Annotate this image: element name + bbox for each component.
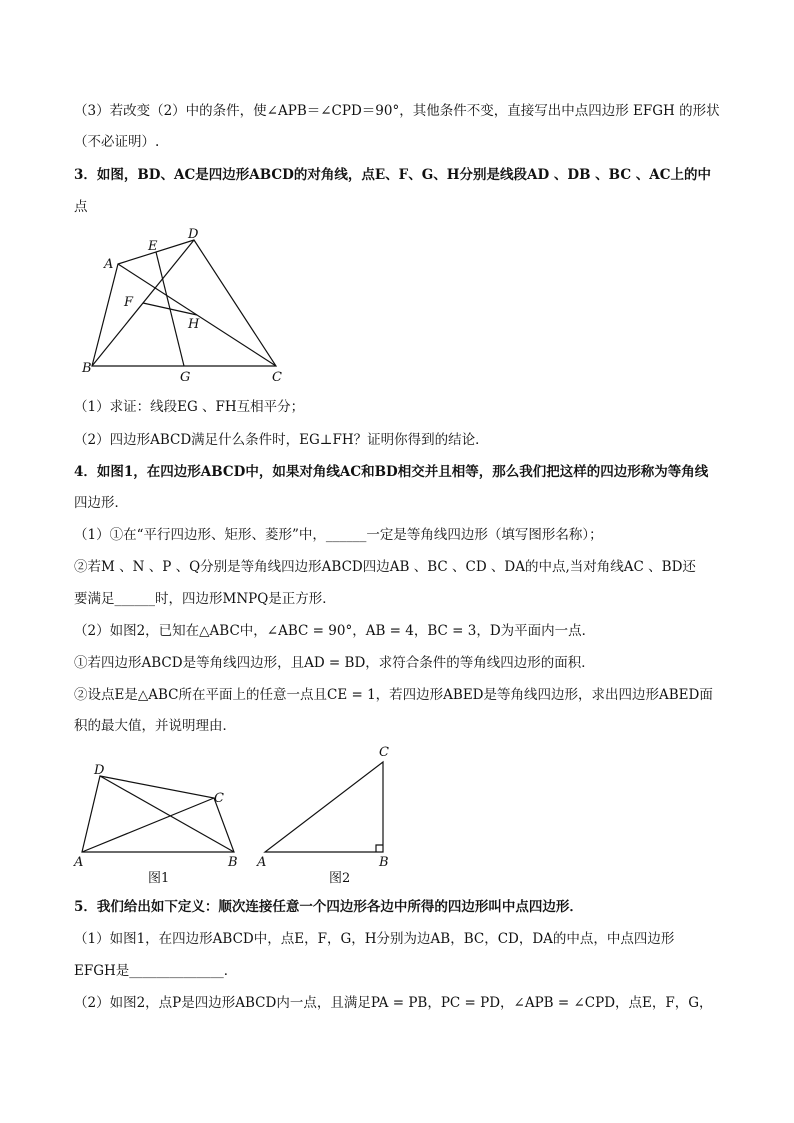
q4-fig1-diagonal-bd [100,776,234,852]
q4-part2: （2）如图2，已知在△ABC中，∠ABC = 90°，AB = 4，BC = 3，D为平面内一点． [74,623,596,639]
q3-figure-svg [80,228,300,388]
q3-part2: （2）四边形ABCD满足什么条件时，EG⊥FH？证明你得到的结论． [74,432,489,448]
q4-fig2-triangle [265,762,383,852]
q3-segment-fh [143,303,197,315]
q4-fig1-quadrilateral [82,776,234,852]
q4-fig1-diagonal-ac [82,798,214,852]
q3-label-c: C [272,370,282,385]
q4-fig2-right-angle-mark [376,845,383,852]
q4-figure-2-svg [255,742,405,888]
q3-stem: 3．如图，BD、AC是四边形ABCD的对角线，点E、F、G、H分别是线段AD 、DB 、BC 、AC上的中 [74,167,711,183]
q4-part1-2: ②若M 、N 、P 、Q分别是等角线四边形ABCD四边AB 、BC 、CD 、DA的中点,当对角线AC 、BD还 [74,559,696,575]
q5-part1: （1）如图1，在四边形ABCD中，点E，F，G，H分别为边AB，BC，CD，DA的中点，中点四边形 [74,931,675,947]
q4-fig2-label-b: B [379,855,389,870]
q3-figure [80,228,300,388]
q4-fig2-caption: 图2 [329,871,351,886]
q4-part2-1: ①若四边形ABCD是等角线四边形，且AD = BD，求符合条件的等角线四边形的面积． [74,655,595,671]
q3-part1: （1）求证：线段EG 、FH互相平分； [74,399,305,415]
q3-label-h: H [188,317,200,332]
q4-figure-2 [255,742,405,888]
q5-stem: 5．我们给出如下定义：顺次连接任意一个四边形各边中所得的四边形叫中点四边形． [74,899,583,915]
q5-part2: （2）如图2，点P是四边形ABCD内一点，且满足PA = PB，PC = PD，∠APB = ∠CPD，点E，F，G， [74,995,713,1011]
q3-label-d: D [188,227,199,242]
q3-quadrilateral [92,240,276,366]
q3-label-b: B [82,361,92,376]
q4-part1-1: （1）①在“平行四边形、矩形、菱形”中，______一定是等角线四边形（填写图形名称）； [74,527,603,543]
q4-fig1-label-d: D [94,763,105,778]
q3-stem-cont: 点 [74,199,88,215]
q3-label-g: G [180,370,191,385]
q4-fig1-label-c: C [214,791,224,806]
q4-stem-cont: 四边形． [74,495,128,511]
q4-figure-1-svg [70,758,250,888]
q3-label-e: E [148,239,158,254]
q4-fig1-label-b: B [228,855,238,870]
q4-fig1-caption: 图1 [148,871,170,886]
q4-part2-2-cont: 积的最大值，并说明理由． [74,718,236,734]
q3-label-f: F [124,295,134,310]
q5-part1-cont: EFGH是______________． [74,963,238,979]
q4-part1-2-cont: 要满足______时，四边形MNPQ是正方形． [74,591,336,607]
q2-part3-text: （3）若改变（2）中的条件，使∠APB＝∠CPD＝90°，其他条件不变，直接写出中点四边形 EFGH 的形状 [74,103,720,119]
q2-part3-text-cont: （不必证明）. [74,134,160,150]
q4-fig2-label-a: A [257,855,267,870]
q4-part2-2: ②设点E是△ABC所在平面上的任意一点且CE = 1，若四边形ABED是等角线四边形，求出四边形ABED面 [74,687,713,703]
q3-label-a: A [104,257,114,272]
q4-stem: 4．如图1，在四边形ABCD中，如果对角线AC和BD相交并且相等，那么我们把这样的四边形称为等角线 [74,464,709,480]
q4-figure-1 [70,758,250,888]
q4-fig2-label-c: C [379,745,389,760]
q4-fig1-label-a: A [74,855,84,870]
